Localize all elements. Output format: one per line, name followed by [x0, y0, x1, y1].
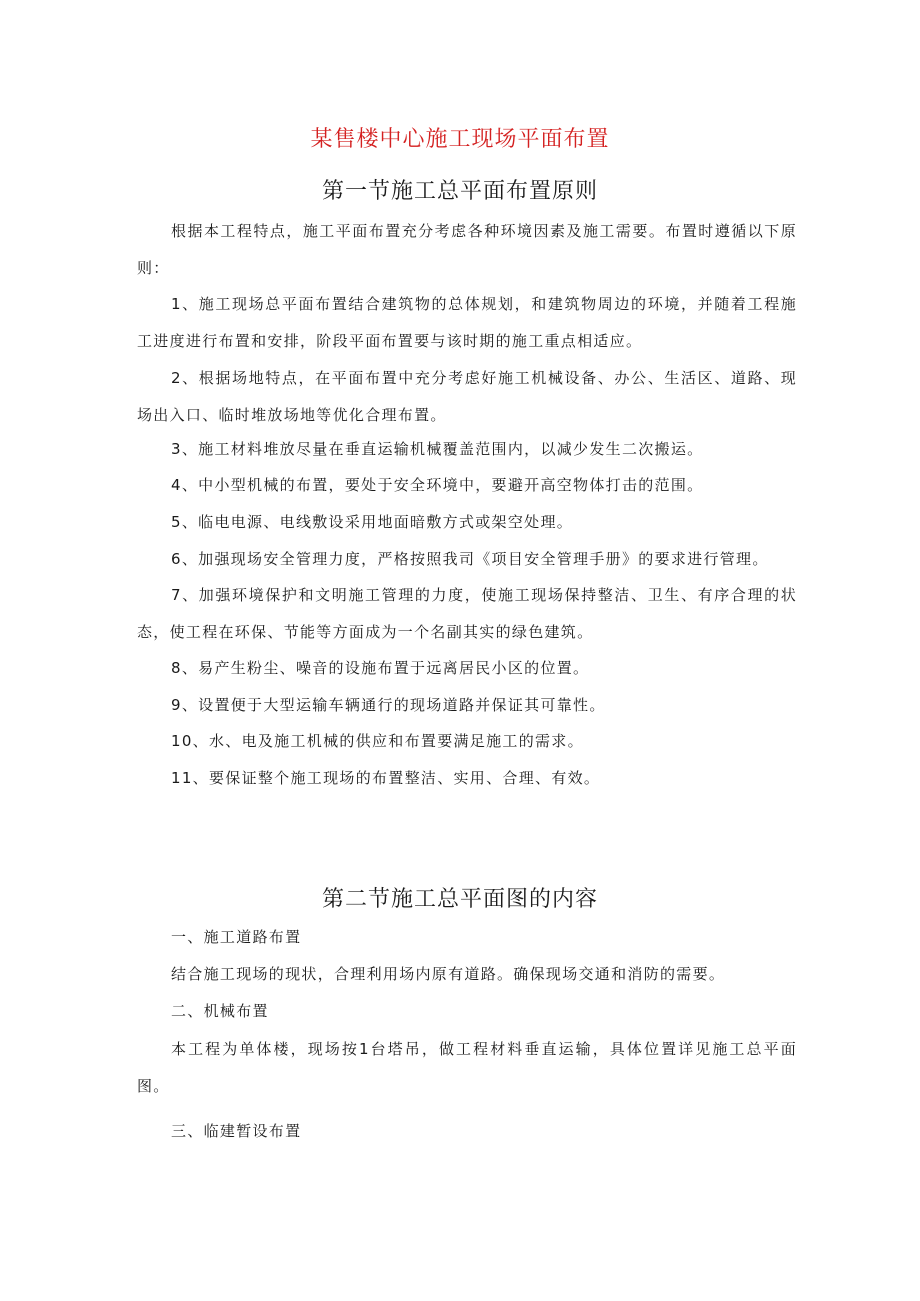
section-1-heading: 第一节施工总平面布置原则: [321, 179, 598, 204]
subsection-machinery-text: 本工程为单体楼，现场按1台塔吊，做工程材料垂直运输，具体位置详见施工总平面图。: [137, 1040, 797, 1095]
principle-item-11: 11、要保证整个施工现场的布置整洁、实用、合理、有效。: [171, 769, 601, 787]
section-1-intro: 根据本工程特点，施工平面布置充分考虑各种环境因素及施工需要。布置时遵循以下原则：: [137, 222, 797, 277]
principle-item-6: 6、加强现场安全管理力度，严格按照我司《项目安全管理手册》的要求进行管理。: [171, 550, 769, 568]
principle-item-8: 8、易产生粉尘、噪音的设施布置于远离居民小区的位置。: [171, 659, 590, 677]
subsection-road-title: 一、施工道路布置: [171, 928, 302, 946]
principle-item-7: 7、加强环境保护和文明施工管理的力度，使施工现场保持整洁、卫生、有序合理的状态，使工程在环保、节能等方面成为一个名副其实的绿色建筑。: [137, 586, 797, 641]
subsection-machinery-title: 二、机械布置: [171, 1002, 269, 1020]
principle-item-3: 3、施工材料堆放尽量在垂直运输机械覆盖范围内，以减少发生二次搬运。: [171, 440, 704, 458]
principle-item-10: 10、水、电及施工机械的供应和布置要满足施工的需求。: [171, 732, 584, 750]
section-2-heading: 第二节施工总平面图的内容: [321, 887, 598, 912]
subsection-road-text: 结合施工现场的现状，合理利用场内原有道路。确保现场交通和消防的需要。: [171, 965, 726, 983]
principle-item-5: 5、临电电源、电线敷设采用地面暗敷方式或架空处理。: [171, 513, 574, 531]
subsection-temporary-title: 三、临建暂设布置: [171, 1122, 302, 1140]
document-title: 某售楼中心施工现场平面布置: [310, 127, 610, 152]
principle-item-1: 1、施工现场总平面布置结合建筑物的总体规划，和建筑物周边的环境，并随着工程施工进度进行布置和安排，阶段平面布置要与该时期的施工重点相适应。: [137, 295, 797, 350]
principle-item-9: 9、设置便于大型运输车辆通行的现场道路并保证其可靠性。: [171, 696, 606, 714]
principle-item-2: 2、根据场地特点，在平面布置中充分考虑好施工机械设备、办公、生活区、道路、现场出入口、临时堆放场地等优化合理布置。: [137, 369, 797, 424]
principle-item-4: 4、中小型机械的布置，要处于安全环境中，要避开高空物体打击的范围。: [171, 476, 704, 494]
